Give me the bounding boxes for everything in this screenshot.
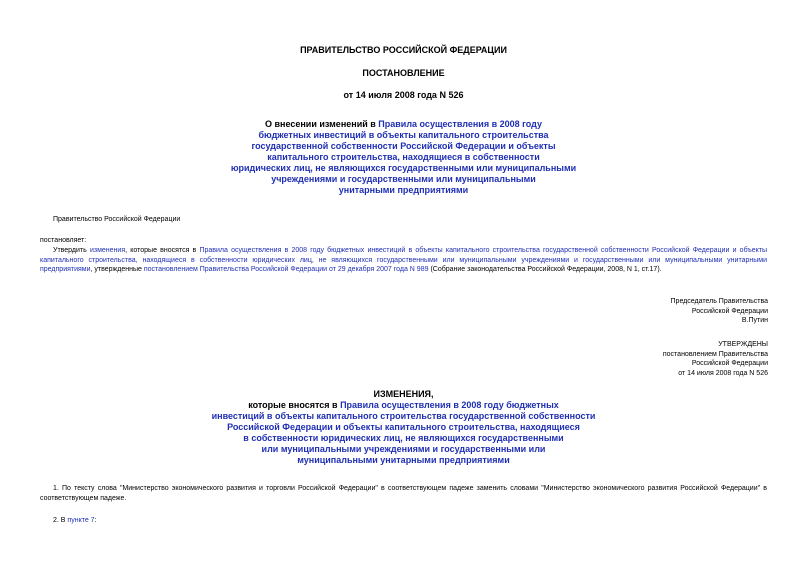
title-link-line-5[interactable]: юридических лиц, не являющихся государственными или муниципальными (230, 163, 577, 173)
item2-link[interactable]: пункте 7 (67, 517, 95, 524)
approved-line-3: Российской Федерации (691, 360, 768, 367)
changes-prefix: которые вносятся в (248, 400, 341, 410)
title-link-line-7[interactable]: унитарными предприятиями (338, 185, 469, 195)
changes-heading: ИЗМЕНЕНИЯ, (373, 389, 434, 399)
approved-line-4: от 14 июля 2008 года N 526 (678, 369, 768, 377)
changes-link-line-2[interactable]: инвестиций в объекты капитального строительства государственной собственности (211, 411, 596, 421)
document-type: ПОСТАНОВЛЕНИЕ (362, 68, 445, 78)
changes-link-line-3[interactable]: Российской Федерации и объекты капитального строительства, находящиеся (227, 422, 580, 432)
changes-heading-block (0, 389, 807, 466)
changes-link-line-5[interactable]: или муниципальными учреждениями и государственными или (261, 444, 546, 454)
changes-rules-link[interactable]: Правила осуществления в 2008 году бюджетных (340, 400, 559, 410)
title-link-rules[interactable]: Правила осуществления в 2008 году (378, 119, 542, 129)
title-line-1 (0, 119, 807, 130)
title-link-line-2[interactable]: бюджетных инвестиций в объекты капитального строительства (258, 130, 549, 140)
item2-text-a: 2. В (53, 517, 68, 524)
p1-text-b: , которые вносятся в (125, 247, 200, 254)
changes-link-line-4[interactable]: в собственности юридических лиц, не являющихся государственными (243, 433, 564, 443)
signature-name: В.Путин (741, 317, 768, 324)
approved-line-2: постановлением Правительства (662, 350, 768, 358)
resolution-paragraph (40, 246, 767, 275)
government-heading: ПРАВИТЕЛЬСТВО РОССИЙСКОЙ ФЕДЕРАЦИИ (300, 45, 507, 55)
title-link-line-6[interactable]: учреждениями и государственными или муниципальными (271, 174, 536, 184)
title-prefix: О внесении изменений в (265, 119, 379, 129)
approved-block (500, 340, 768, 378)
changes-link-line-6[interactable]: муниципальными унитарными предприятиями (297, 455, 510, 465)
change-item-2 (53, 516, 97, 526)
title-link-line-3[interactable]: государственной собственности Российской Федерации и объекты (251, 141, 556, 151)
signature-line-1: Председатель Правительства (670, 298, 768, 305)
rules-link[interactable]: Правила осуществления в 2008 году бюджетных инвестиций в объекты капитального строительства государственной собственности Российской Федерации и объекты капитального строительства, находящиеся в собственности юридических лиц, не являющихся государственными или муниципальными учреждениями и государственными или муниципальными унитарными предприятиями (40, 247, 767, 273)
resolution-989-link[interactable]: постановлением Правительства Российской Федерации от 29 декабря 2007 года N 989 (143, 266, 429, 273)
p1-text-d: (Собрание законодательства Российской Федерации, 2008, N 1, ст.17). (428, 266, 662, 273)
changes-link[interactable]: изменения (89, 247, 126, 254)
title-link-line-4[interactable]: капитального строительства, находящиеся в собственности (267, 152, 540, 162)
signature-block (500, 297, 768, 326)
document-date-number: от 14 июля 2008 года N 526 (343, 90, 464, 100)
approved-line-1: УТВЕРЖДЕНЫ (718, 341, 768, 348)
changes-line-1 (0, 400, 807, 411)
issuer-text: Правительство Российской Федерации (53, 216, 181, 223)
p1-text-a: Утвердить (53, 247, 90, 254)
resolves-text: постановляет: (40, 237, 87, 244)
signature-line-2: Российской Федерации (691, 307, 768, 315)
item2-text-b: : (94, 517, 97, 524)
p1-text-c: , утвержденные (90, 266, 144, 273)
document-title (0, 119, 807, 196)
change-item-1: 1. По тексту слова "Министерство экономического развития и торговли Российской Федерации" в соответствующем падеже заменить словами "Министерство экономического развития Российской Федерации" в соответствующем падеже. (40, 485, 767, 502)
